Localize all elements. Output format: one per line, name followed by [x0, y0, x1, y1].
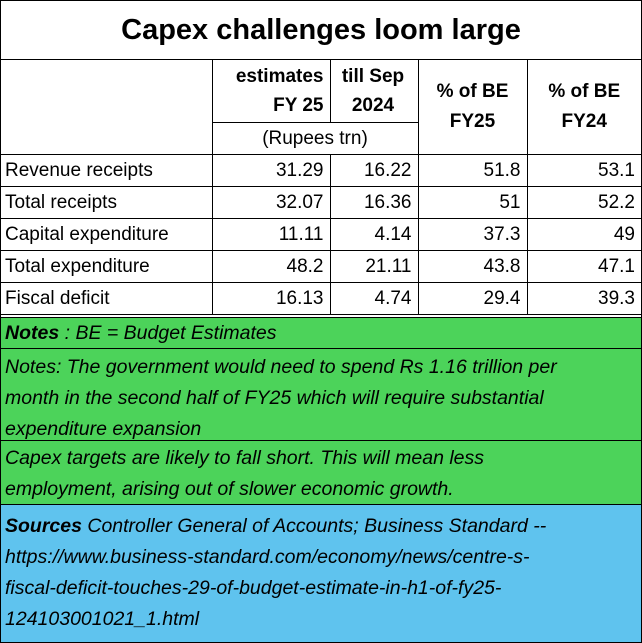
sources-block	[1, 504, 641, 642]
table-row	[1, 250, 641, 282]
header-pct-fy25-line1: % of BE	[436, 80, 509, 102]
row-label: Capital expenditure	[1, 218, 212, 250]
note-capex-targets	[1, 440, 641, 504]
cell-till-sep: 16.22	[330, 154, 418, 186]
row-label: Total receipts	[1, 186, 212, 218]
note-line: employment, arising out of slower economic growth.	[5, 478, 454, 500]
header-estimates-line2: FY 25	[273, 95, 324, 116]
header-estimates-line1: estimates	[235, 66, 324, 87]
header-pct-fy24-line1: % of BE	[548, 80, 621, 102]
header-row	[1, 60, 641, 122]
header-till-sep-line1: till Sep	[341, 66, 405, 87]
header-till-sep-2024	[330, 60, 418, 122]
note-line: month in the second half of FY25 which will require substantial	[5, 387, 544, 409]
header-pct-fy25-line2: FY25	[449, 110, 496, 132]
row-label: Fiscal deficit	[1, 282, 212, 314]
cell-pct-be-fy24: 47.1	[527, 250, 641, 282]
data-table	[1, 60, 641, 315]
cell-pct-be-fy25: 51.8	[418, 154, 527, 186]
table-row	[1, 282, 641, 314]
note-line: Notes: The government would need to spend Rs 1.16 trillion per	[5, 356, 557, 378]
header-pct-be-fy24	[527, 60, 641, 154]
cell-pct-be-fy24: 53.1	[527, 154, 641, 186]
note-line: expenditure expansion	[5, 418, 202, 440]
cell-pct-be-fy24: 52.2	[527, 186, 641, 218]
row-label: Total expenditure	[1, 250, 212, 282]
note-label: Notes	[5, 322, 60, 344]
cell-till-sep: 21.11	[330, 250, 418, 282]
note-budget-estimates	[1, 317, 641, 348]
cell-pct-be-fy25: 29.4	[418, 282, 527, 314]
header-estimates-fy25	[212, 60, 330, 122]
cell-pct-be-fy25: 37.3	[418, 218, 527, 250]
cell-pct-be-fy25: 51	[418, 186, 527, 218]
note-line: Capex targets are likely to fall short. This will mean less	[5, 447, 485, 469]
table-row	[1, 186, 641, 218]
sources-url-line: fiscal-deficit-touches-29-of-budget-estimate-in-h1-of-fy25-	[5, 577, 502, 599]
cell-estimates: 48.2	[212, 250, 330, 282]
cell-estimates: 16.13	[212, 282, 330, 314]
sources-url-line: 124103001021_1.html	[5, 608, 200, 630]
note-spending-requirement	[1, 348, 641, 440]
note-text: : BE = Budget Estimates	[59, 322, 277, 344]
cell-estimates: 11.11	[212, 218, 330, 250]
page-title: Capex challenges loom large	[1, 1, 641, 60]
header-till-sep-line2: 2024	[351, 95, 395, 116]
sources-text: Controller General of Accounts; Business Standard --	[81, 515, 547, 537]
table-row	[1, 218, 641, 250]
cell-till-sep: 4.74	[330, 282, 418, 314]
cell-pct-be-fy24: 39.3	[527, 282, 641, 314]
unit-label: (Rupees trn)	[212, 122, 418, 154]
sources-url-line: https://www.business-standard.com/economy/news/centre-s-	[5, 546, 530, 568]
header-corner-cell	[1, 60, 212, 154]
row-label: Revenue receipts	[1, 154, 212, 186]
header-pct-fy24-line2: FY24	[561, 110, 607, 132]
cell-pct-be-fy25: 43.8	[418, 250, 527, 282]
cell-estimates: 32.07	[212, 186, 330, 218]
cell-till-sep: 4.14	[330, 218, 418, 250]
header-pct-be-fy25	[418, 60, 527, 154]
sources-label: Sources	[5, 515, 82, 537]
cell-pct-be-fy24: 49	[527, 218, 641, 250]
sources-line	[5, 511, 637, 542]
cell-estimates: 31.29	[212, 154, 330, 186]
table-row	[1, 154, 641, 186]
cell-till-sep: 16.36	[330, 186, 418, 218]
